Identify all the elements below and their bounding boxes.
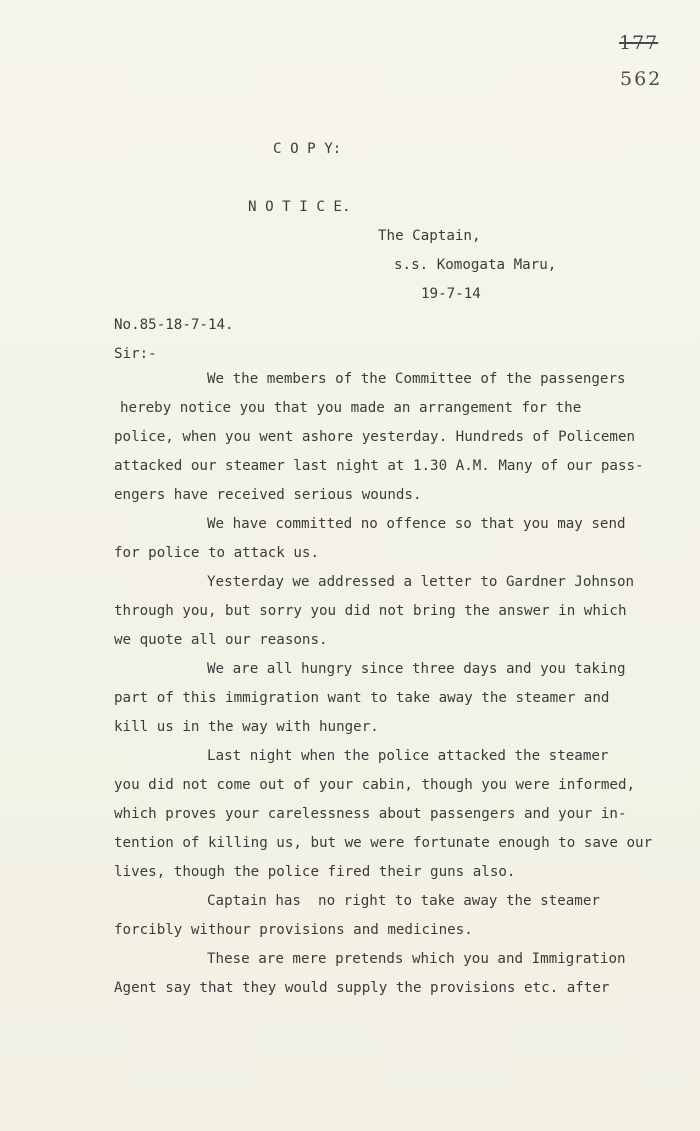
body-line: attacked our steamer last night at 1.30 A.M. Many of our pass- bbox=[114, 458, 644, 474]
salutation: Sir:- bbox=[114, 346, 157, 362]
body-line: part of this immigration want to take away the steamer and bbox=[114, 690, 610, 706]
ship-name: s.s. Komogata Maru, bbox=[394, 257, 557, 273]
body-line: We the members of the Committee of the passengers bbox=[207, 371, 626, 387]
body-line: for police to attack us. bbox=[114, 545, 319, 561]
notice-date: 19-7-14 bbox=[421, 286, 481, 302]
body-line: Captain has no right to take away the steamer bbox=[207, 893, 600, 909]
body-line: engers have received serious wounds. bbox=[114, 487, 422, 503]
body-line: lives, though the police fired their guns also. bbox=[114, 864, 516, 880]
body-line: Agent say that they would supply the provisions etc. after bbox=[114, 980, 610, 996]
body-line: kill us in the way with hunger. bbox=[114, 719, 379, 735]
body-line: forcibly withour provisions and medicines. bbox=[114, 922, 473, 938]
struck-folio-number: 177 bbox=[619, 32, 659, 54]
body-line: Yesterday we addressed a letter to Gardner Johnson bbox=[207, 574, 635, 590]
body-line: We have committed no offence so that you may send bbox=[207, 516, 626, 532]
folio-number: 562 bbox=[620, 68, 663, 90]
body-line: tention of killing us, but we were fortunate enough to save our bbox=[114, 835, 653, 851]
body-line: through you, but sorry you did not bring the answer in which bbox=[114, 603, 627, 619]
body-line: These are mere pretends which you and Immigration bbox=[207, 951, 626, 967]
body-line: Last night when the police attacked the steamer bbox=[207, 748, 609, 764]
notice-heading: N O T I C E. bbox=[248, 199, 351, 215]
body-line: you did not come out of your cabin, though you were informed, bbox=[114, 777, 636, 793]
body-line: hereby notice you that you made an arrangement for the bbox=[120, 400, 582, 416]
addressee: The Captain, bbox=[378, 228, 481, 244]
body-line: We are all hungry since three days and you taking bbox=[207, 661, 626, 677]
reference-number: No.85-18-7-14. bbox=[114, 317, 234, 333]
body-line: we quote all our reasons. bbox=[114, 632, 328, 648]
copy-label: C O P Y: bbox=[273, 141, 342, 157]
body-line: which proves your carelessness about passengers and your in- bbox=[114, 806, 627, 822]
body-line: police, when you went ashore yesterday. Hundreds of Policemen bbox=[114, 429, 636, 445]
